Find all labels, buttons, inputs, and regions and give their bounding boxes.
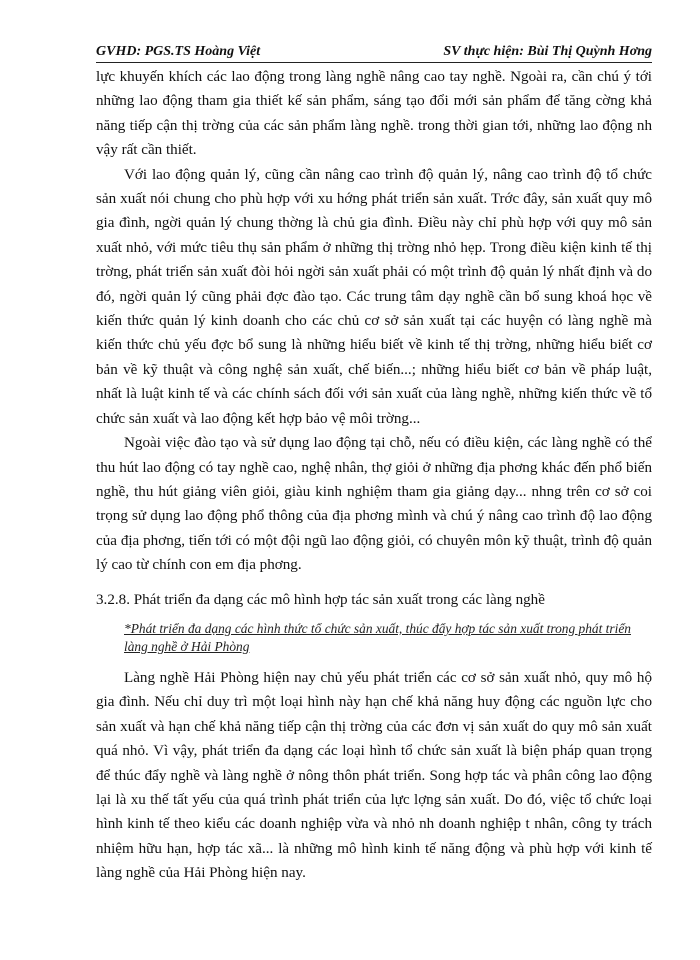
- header-student: SV thực hiện: Bùi Thị Quỳnh Hơng: [443, 44, 652, 59]
- paragraph-3: Ngoài việc đào tạo và sử dụng lao động tại chỗ, nếu có điều kiện, các làng nghề có thể thu hút lao động có tay nghề cao, nghệ nhân, thợ giỏi ở những địa phơng khác đến phổ biến nghề, thu hút giảng viên giỏi, giàu kinh nghiệm tham gia giảng dạy... nhng trên cơ sở coi trọng sử dụng lao động phổ thông của địa phơng mình và chú ý nâng cao trình độ lao động của địa phơng, tiến tới có một đội ngũ lao động giỏi, có chuyên môn kỹ thuật, trình độ quản lý cao từ chính con em địa phơng.: [96, 435, 652, 574]
- paragraph-2: Với lao động quản lý, cũng cần nâng cao trình độ quản lý, nâng cao trình độ tổ chức sản xuất nói chung cho phù hợp với xu hớng phát triển sản xuất. Trớc đây, sản xuất quy mô gia đình, ngời quản lý chung thờng là chủ gia đình. Điều này chỉ phù hợp với quy mô sản xuất nhỏ, với mức tiêu thụ sản phẩm ở những thị trờng nhỏ hẹp. Trong điều kiện kinh tế thị trờng, phát triển sản xuất đòi hỏi ngời sản xuất phải có một trình độ quản lý nhất định và do đó, ngời quản lý cũng phải đợc đào tạo. Các trung tâm dạy nghề cần bổ sung khoá học về kiến thức quản lý kinh doanh cho các chủ cơ sở sản xuất tại các huyện có làng nghề mà kiến thức chủ yếu đợc bổ sung là những hiểu biết về kinh tế thị trờng, những hiểu biết cơ bản về kỹ thuật và công nghệ sản xuất, chế biến...; những hiểu biết cơ bản về pháp luật, nhất là luật kinh tế và các chính sách đối với sản xuất của làng nghề, những kiến thức về tổ chức sản xuất và lao động kết hợp bảo vệ môi trờng...: [96, 166, 652, 427]
- paragraph-4: Làng nghề Hải Phòng hiện nay chủ yếu phát triển các cơ sở sản xuất nhỏ, quy mô hộ gia đình. Nếu chỉ duy trì một loại hình này hạn chế khả năng huy động các nguồn lực cho sản xuất và hạn chế khả năng tiếp cận thị trờng của các đơn vị sản xuất do quy mô sản xuất quá nhỏ. Vì vậy, phát triển đa dạng các loại hình tổ chức sản xuất là biện pháp quan trọng để thúc đẩy nghề và làng nghề ở nông thôn phát triển. Song hợp tác và phân công lao động lại là xu thế tất yếu của quá trình phát triển của lực lợng sản xuất. Do đó, việc tổ chức loại hình kinh tế theo kiểu các doanh nghiệp vừa và nhỏ nh doanh nghiệp t nhân, công ty trách nhiệm hữu hạn, hợp tác xã... là những mô hình kinh tế năng động và phù hợp với kinh tế làng nghề của Hải Phòng hiện nay.: [96, 669, 652, 882]
- section-heading: 3.2.8. Phát triển đa dạng các mô hình hợp tác sản xuất trong các làng nghề: [96, 591, 545, 608]
- page-header: [96, 40, 652, 63]
- section-subheading: *Phát triển đa dạng các hình thức tổ chức sản xuất, thúc đẩy hợp tác sản xuất trong phát triển làng nghề ở Hải Phòng: [124, 620, 631, 654]
- header-advisor: GVHD: PGS.TS Hoàng Việt: [96, 44, 261, 59]
- paragraph-1: lực khuyến khích các lao động trong làng nghề nâng cao tay nghề. Ngoài ra, cần chú ý tới những lao động tham gia thiết kế sản phẩm, sáng tạo đổi mới sản phẩm để tăng cờng khả năng tiếp cận thị trờng của các sản phẩm làng nghề. trong thời gian tới, những lao động nh vậy rất cần thiết.: [96, 69, 652, 159]
- document-body: [96, 65, 652, 886]
